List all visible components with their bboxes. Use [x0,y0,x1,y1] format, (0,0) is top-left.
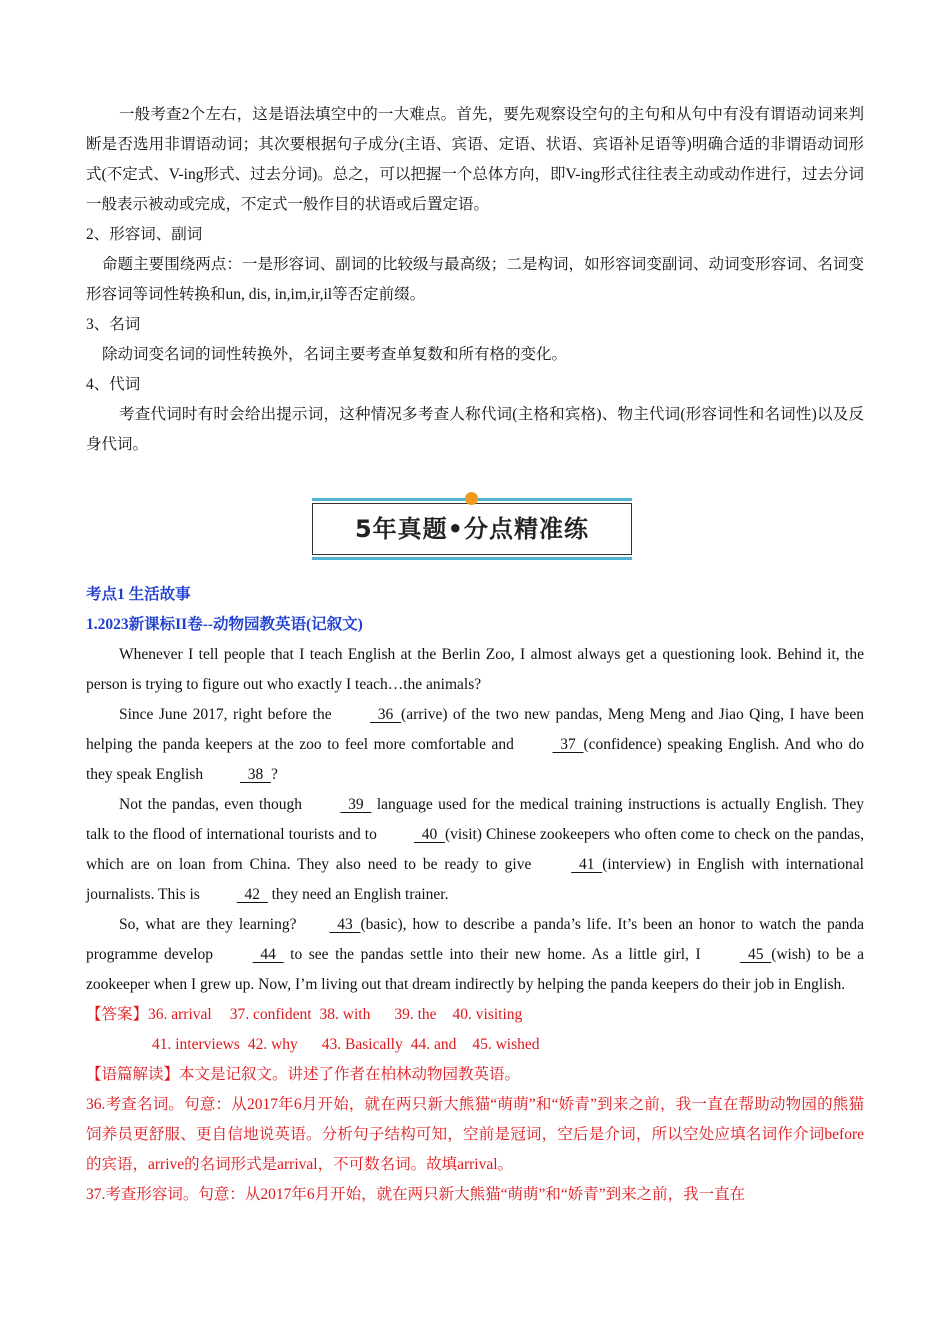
answer-40: 40. visiting [452,1006,523,1023]
passage-text: (visit) Chinese zookeepers who often come to check on the pandas, which are on loan from China. They also need to be ready to give [86,826,864,873]
answer-line-1 [86,1000,864,1030]
passage-paragraph-3 [86,790,864,910]
answer-42: 42. why [247,1036,298,1053]
passage-text: (wish) to be a zookeeper when I grew up. Now, I’m living out that dream indirectly by helping the panda keepers do their job in English. [86,946,864,993]
explanation-36: 36.考查名词。句意：从2017年6月开始，就在两只新大熊猫“萌萌”和“娇青”到来之前，我一直在帮助动物园的熊猫饲养员更舒服、更自信地说英语。分析句子结构可知，空前是冠词，空后是介词，所以空处应填名词作介词before的宾语，arrive的名词形式是arrival，不可数名词。故填arrival。 [86,1096,864,1173]
answer-43: 43. Basically [321,1036,403,1053]
passage-text: (interview) in English with international journalists. This is [86,856,864,903]
heading-adjective-adverb: 2、形容词、副词 [86,226,203,243]
passage-text: Since June 2017, right before the [119,706,338,723]
blank-42: 42 [236,886,268,903]
passage-paragraph-1: Whenever I tell people that I teach English at the Berlin Zoo, I almost always get a questioning look. Behind it, the person is trying to figure out who exactly I teach…the animals? [86,646,864,693]
blank-37: 37 [552,736,584,753]
blank-41: 41 [571,856,603,873]
banner-area [86,484,864,580]
answer-label: 【答案】 [86,1006,149,1023]
passage-paragraph-4 [86,910,864,1000]
kaodian-heading: 考点1 生活故事 [86,586,191,603]
answer-41: 41. interviews [152,1036,240,1053]
answer-39: 39. the [394,1006,437,1023]
passage-text: they need an English trainer. [267,886,449,903]
answer-36: 36. arrival [148,1006,212,1023]
intro-paragraph: 一般考查2个左右，这是语法填空中的一大难点。首先，要先观察设空句的主句和从句中有没有谓语动词来判断是否选用非谓语动词；其次要根据句子成分(主语、宾语、定语、状语、宾语补足语等)明确合适的非谓语动词形式(不定式、V-ing形式、过去分词)。总之，可以把握一个总体方向，即V-ing形式往往表主动或动作进行，过去分词一般表示被动或完成，不定式一般作目的状语或后置定语。 [86,106,864,213]
answer-45: 45. wished [472,1036,540,1053]
blank-38: 38 [239,766,271,783]
blank-39: 39 [340,796,372,813]
orange-dot-icon [465,492,478,505]
heading-pronoun: 4、代词 [86,376,141,393]
passage-text: language used for the medical training instructions is actually English. They talk to the flood of international tourists and to [86,796,864,843]
analysis-summary: 【语篇解读】本文是记叙文。讲述了作者在柏林动物园教英语。 [86,1066,521,1083]
blank-36: 36 [370,706,402,723]
banner-title: 5年真题•分点精准练 [354,515,590,543]
explanation-37: 37.考查形容词。句意：从2017年6月开始，就在两只新大熊猫“萌萌”和“娇青”到来之前，我一直在 [86,1186,746,1203]
blank-44: 44 [252,946,284,963]
answer-37: 37. confident [229,1006,312,1023]
passage-text: Not the pandas, even though [119,796,308,813]
passage-text: (basic), how to describe a panda’s life. It’s been an honor to watch the panda programme develop [86,916,865,963]
pronoun-paragraph: 考查代词时有时会给出提示词，这种情况多考查人称代词(主格和宾格)、物主代词(形容词性和名词性)以及反身代词。 [86,406,864,453]
passage-text: (confidence) speaking English. And who do they speak English [86,736,864,783]
passage-text: (arrive) of the two new pandas, Meng Meng and Jiao Qing, I have been helping the panda keepers at the zoo to feel more comfortable and [86,706,864,753]
banner-box [312,503,632,555]
heading-noun: 3、名词 [86,316,141,333]
answer-38: 38. with [319,1006,371,1023]
passage-text: ? [270,766,278,783]
blank-45: 45 [740,946,772,963]
banner-bottom-line [312,557,632,560]
document-page [86,100,864,1210]
adjective-paragraph: 命题主要围绕两点：一是形容词、副词的比较级与最高级；二是构词，如形容词变副词、动词变形容词、名词变形容词等词性转换和un, dis, in,im,ir,il等否定前缀。 [86,256,864,303]
item-title: 1.2023新课标II卷--动物园教英语(记叙文) [86,616,363,633]
section-banner [312,498,632,560]
passage-text: to see the pandas settle into their new home. As a little girl, I [283,946,708,963]
blank-40: 40 [413,826,445,843]
answer-44: 44. and [410,1036,457,1053]
passage-text: So, what are they learning? [119,916,297,933]
blank-43: 43 [329,916,361,933]
answer-line-2 [86,1030,864,1060]
passage-paragraph-2 [86,700,864,790]
noun-paragraph: 除动词变名词的词性转换外，名词主要考查单复数和所有格的变化。 [102,346,568,363]
